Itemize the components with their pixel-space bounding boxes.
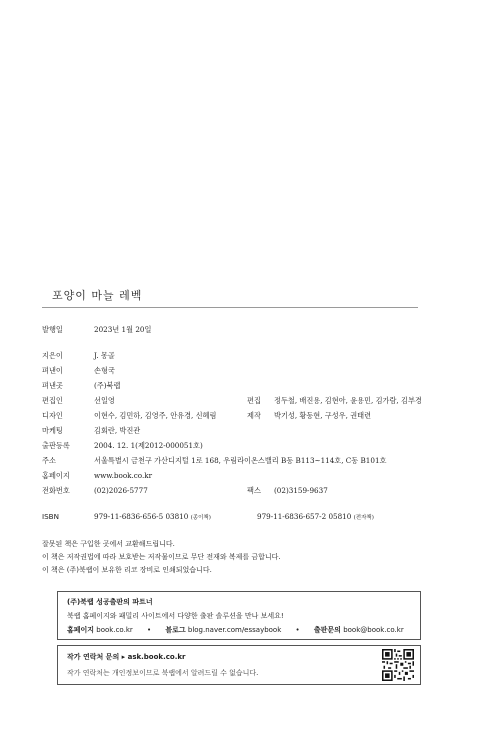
homepage-link[interactable]: book.co.kr [96, 626, 133, 634]
publisher-value: 손형국 [94, 366, 115, 375]
production-value: 박기성, 황동현, 구성우, 권태련 [274, 411, 372, 420]
registration-label: 출판등록 [42, 441, 70, 450]
contact-heading: 작가 연락처 문의 ▸ ask.book.co.kr [67, 653, 186, 661]
editor-value: 선일영 [94, 396, 115, 405]
phone-label: 전화번호 [42, 486, 70, 495]
isbn-ebook-value: 979-11-6836-657-2 05810 (전자책) [257, 512, 374, 521]
homepage-link-label: 홈페이지 [67, 626, 95, 634]
partner-heading: (주)북랩 성공출판의 파트너 [67, 598, 153, 606]
imprint-label: 펴낸곳 [42, 381, 63, 390]
partner-box [57, 591, 421, 640]
production-label: 제작 [247, 411, 261, 420]
partner-links: 홈페이지 book.co.kr • 블로그 blog.naver.com/essaybook • 출판문의 book@book.co.kr [67, 626, 404, 634]
contact-box [57, 645, 421, 685]
publisher-label: 펴낸이 [42, 366, 63, 375]
note-line: 잘못된 책은 구입한 곳에서 교환해드립니다. [42, 540, 175, 548]
phone-value: (02)2026-5777 [94, 486, 148, 495]
book-title: 포양이 마늘 레벡 [52, 289, 143, 302]
homepage-value: www.book.co.kr [94, 471, 153, 480]
registration-value: 2004. 12. 1(제2012-000051호) [94, 441, 203, 450]
editor-label: 편집인 [42, 396, 63, 405]
marketing-value: 김회란, 박진관 [94, 426, 141, 435]
author-value: J. 몽골 [94, 351, 115, 360]
editing-label: 편집 [247, 396, 261, 405]
contact-line: 작가 연락처는 개인정보이므로 북랩에서 알려드릴 수 없습니다. [67, 669, 259, 677]
fax-label: 팩스 [247, 486, 261, 495]
isbn-ebook-type: (전자책) [353, 515, 374, 521]
note-line: 이 책은 (주)북랩이 보유한 리코 장비로 인쇄되었습니다. [42, 566, 212, 574]
fax-value: (02)3159-9637 [274, 486, 328, 495]
homepage-label: 홈페이지 [42, 471, 70, 480]
address-label: 주소 [42, 456, 56, 465]
issue-date-value: 2023년 1월 20일 [94, 325, 152, 334]
blog-link[interactable]: blog.naver.com/essaybook [187, 626, 282, 634]
partner-line: 북랩 홈페이지와 패밀리 사이트에서 다양한 출판 솔루션을 만나 보세요! [67, 612, 284, 620]
isbn-print-value: 979-11-6836-656-5 03810 (종이책) [94, 512, 211, 521]
design-label: 디자인 [42, 411, 63, 420]
isbn-label: ISBN [42, 512, 59, 521]
blog-link-label: 블로그 [165, 626, 186, 634]
inquiry-link[interactable]: book@book.co.kr [343, 626, 404, 634]
inquiry-link-label: 출판문의 [313, 626, 341, 634]
author-label: 지은이 [42, 351, 63, 360]
imprint-value: (주)북랩 [94, 381, 121, 390]
divider [42, 307, 418, 308]
note-line: 이 책은 저작권법에 따라 보호받는 저작물이므로 무단 전재와 복제를 금합니다. [42, 553, 281, 561]
issue-date-label: 발행일 [42, 325, 63, 334]
isbn-print-type: (종이책) [190, 515, 211, 521]
design-value: 이현수, 김민하, 김영주, 안유경, 신혜림 [94, 411, 217, 420]
marketing-label: 마케팅 [42, 426, 63, 435]
editing-value: 정두철, 배진용, 김현아, 윤용민, 김가람, 김부경 [274, 396, 422, 405]
address-value: 서울특별시 금천구 가산디지털 1로 168, 우림라이온스밸리 B동 B113~114호, C동 B101호 [94, 456, 387, 465]
qr-code-icon [382, 649, 414, 681]
